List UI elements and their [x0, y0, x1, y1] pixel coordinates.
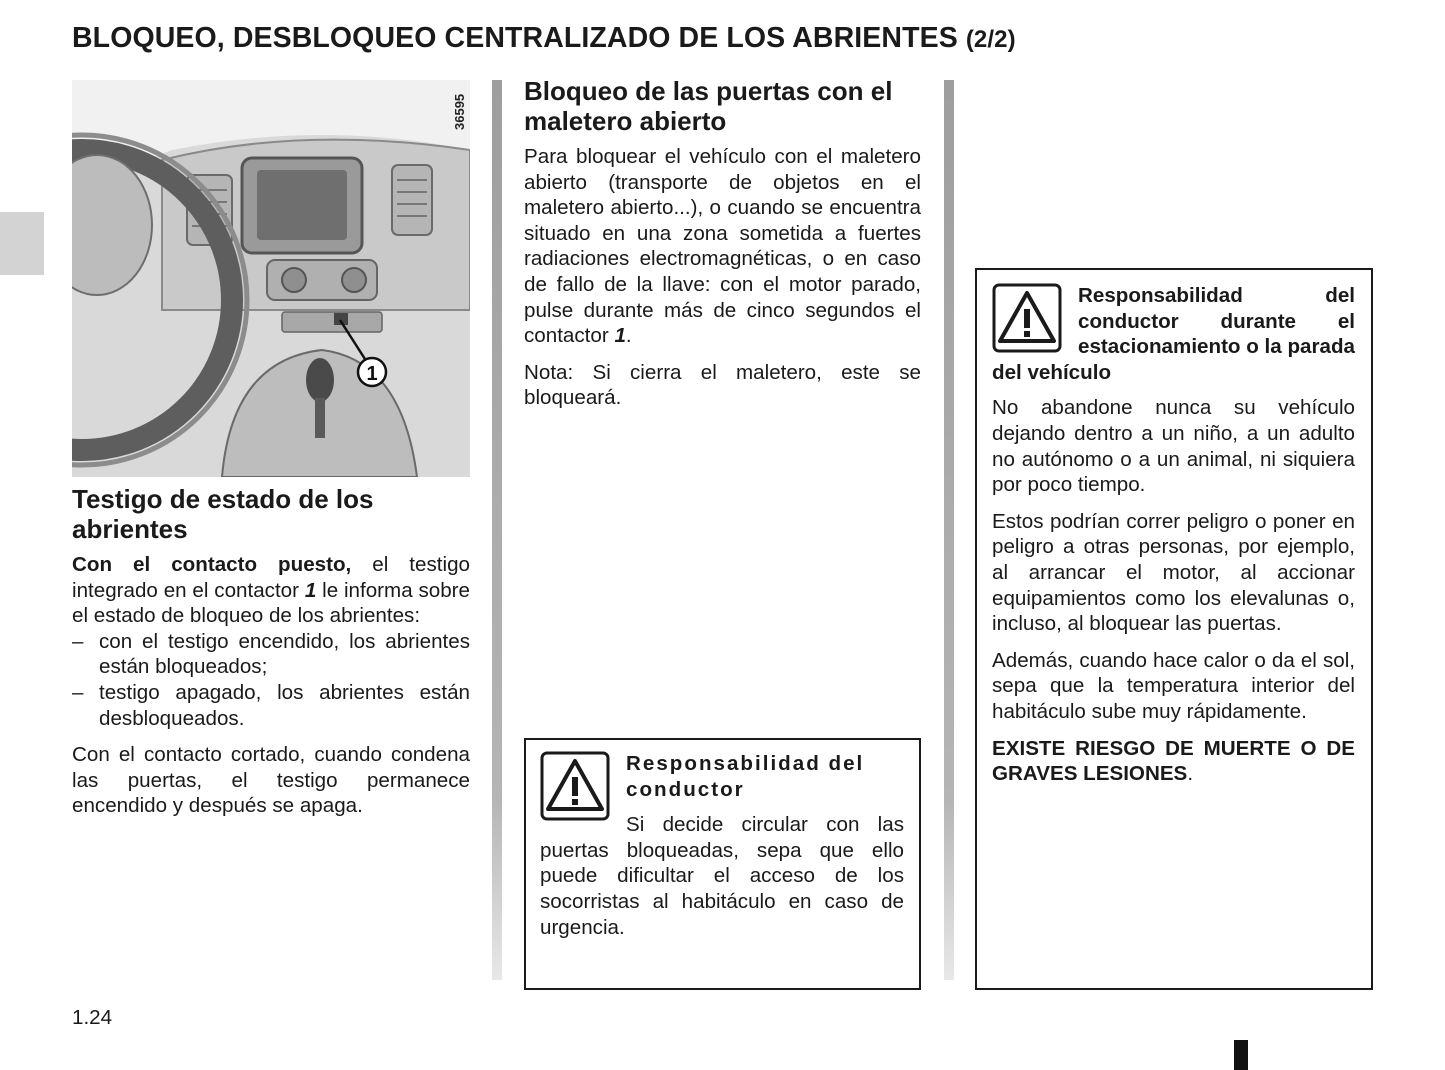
warning-icon: [992, 283, 1062, 353]
edge-marker: [1234, 1040, 1248, 1070]
left-p1-b: le informa sobre el estado de bloqueo de los abrientes:: [72, 578, 470, 628]
left-p1-bold: Con el contacto puesto,: [72, 553, 352, 576]
dashboard-figure: [72, 80, 470, 477]
driver-responsibility-warning: [524, 738, 921, 990]
middle-p1-b: .: [625, 324, 632, 348]
chapter-tab: [0, 212, 44, 275]
section-heading-trunk: Bloqueo de las puertas con el maletero abierto: [524, 76, 893, 136]
risk-statement-tail: .: [1187, 762, 1194, 786]
warning-title: Responsabilidad del conductor: [626, 752, 865, 801]
warning-paragraph-3: Además, cuando hace calor o da el sol, sepa que la temperatura interior del habitáculo sube muy rápidamente.: [992, 648, 1355, 723]
left-p1-a: el testigo integrado en el contactor: [72, 553, 470, 602]
page-title-suffix: (2/2): [965, 26, 1016, 53]
section-heading-status: Testigo de estado de los abrientes: [72, 484, 374, 544]
warning-paragraph-1: No abandone nunca su vehículo dejando dentro a un niño, a un adulto no autónomo o a un animal, ni siquiera por poco tiempo.: [992, 396, 1355, 497]
middle-paragraph-1: [524, 144, 921, 349]
left-p1-num: 1: [304, 578, 317, 602]
middle-column: [524, 76, 921, 422]
warning-text: Si decide circular con las puertas bloqueadas, sepa que ello puede dificultar el acceso de los socorristas al habitáculo en caso de urgencia.: [540, 813, 904, 939]
status-list: [72, 629, 470, 731]
dashboard-illustration: [72, 80, 470, 477]
page-title: [72, 22, 1372, 55]
middle-p1-num: 1: [614, 324, 626, 348]
column-divider: [492, 80, 502, 980]
risk-statement: EXISTE RIESGO DE MUERTE O DE GRAVES LESIONES: [992, 736, 1355, 786]
left-paragraph-2: Con el contacto cortado, cuando condena las puertas, el testigo permanece encendido y después se apaga.: [72, 743, 470, 818]
list-item: – con el testigo encendido, los abrientes están bloqueados;: [72, 629, 470, 680]
parking-responsibility-warning: [975, 268, 1373, 990]
list-item: – testigo apagado, los abrientes están desbloqueados.: [72, 680, 470, 731]
left-paragraph-1: [72, 552, 470, 629]
callout-label: 1: [366, 363, 378, 385]
left-column: [72, 484, 470, 830]
warning-paragraph-4: [992, 736, 1355, 787]
image-code: 36595: [452, 93, 467, 130]
middle-note: Nota: Si cierra el maletero, este se bloqueará.: [524, 360, 921, 410]
page-number: 1.24: [72, 1006, 113, 1029]
warning-icon: [540, 751, 610, 821]
column-divider: [944, 80, 954, 980]
warning-title: Responsabilidad del conductor durante el estacionamiento o la parada del vehículo: [992, 284, 1355, 384]
middle-p1-a: Para bloquear el vehículo con el maletero abierto (transporte de objetos en el maletero abierto...), o cuando se encuentra situado en una zona sometida a fuertes radiaciones electromagnéticas, o en caso de fallo de la llave: con el motor parado, pulse durante más de cinco segundos el contactor: [524, 145, 921, 348]
warning-paragraph-2: Estos podrían correr peligro o poner en peligro a otras personas, por ejemplo, al arrancar el motor, al accionar equipamientos como los elevalunas o, incluso, al bloquear las puertas.: [992, 509, 1355, 636]
page-title-text: BLOQUEO, DESBLOQUEO CENTRALIZADO DE LOS ABRIENTES: [72, 22, 958, 54]
